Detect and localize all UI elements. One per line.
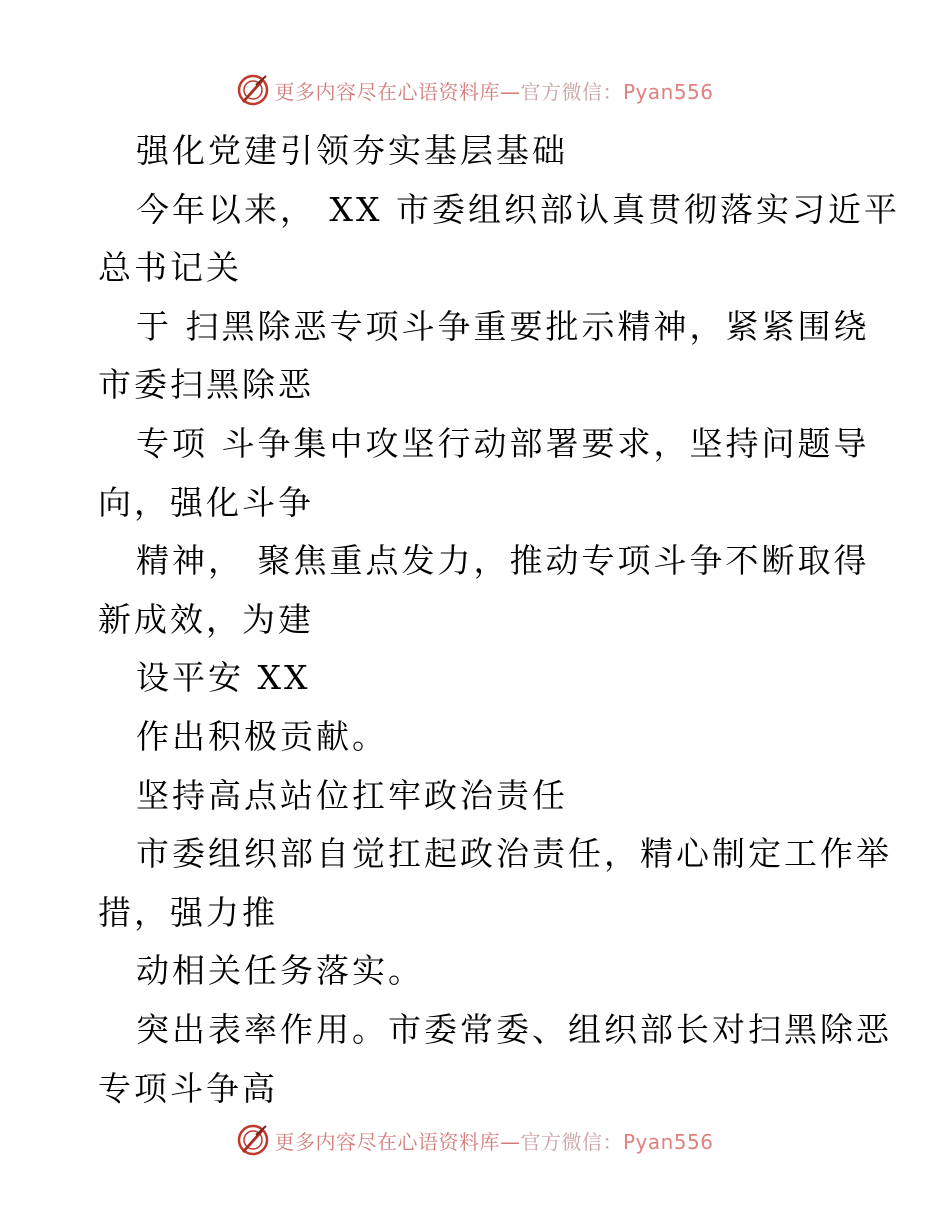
- paragraph-line: 突出表率作用。市委常委、组织部长对扫黑除恶: [136, 1009, 892, 1049]
- watermark-wechat-id: Pyan556: [622, 79, 714, 104]
- quill-seal-icon: [236, 1123, 270, 1157]
- watermark-main: 更多内容尽在心语资料库: [274, 1129, 500, 1154]
- paragraph-line: 市委扫黑除恶: [98, 365, 314, 405]
- header-watermark: [0, 70, 950, 110]
- watermark-dash: —: [499, 1129, 521, 1154]
- paragraph-line: 新成效，为建: [98, 599, 314, 639]
- paragraph-line: 专项斗争高: [98, 1068, 278, 1108]
- paragraph-line: 精神， 聚焦重点发力，推动专项斗争不断取得: [136, 541, 870, 581]
- watermark-wechat-id: Pyan556: [622, 1129, 714, 1154]
- section-heading: 坚持高点站位扛牢政治责任: [136, 775, 568, 815]
- paragraph-line: 总书记关: [98, 248, 242, 288]
- section-heading: 强化党建引领夯实基层基础: [136, 131, 568, 170]
- paragraph-line: 于 扫黑除恶专项斗争重要批示精神，紧紧围绕: [136, 306, 870, 346]
- paragraph-line: 动相关任务落实。: [136, 951, 424, 991]
- watermark-dash: —: [499, 79, 521, 104]
- paragraph-line: 设平安 XX: [136, 658, 311, 698]
- watermark-text: [274, 76, 713, 105]
- watermark-main: 更多内容尽在心语资料库: [274, 79, 500, 104]
- watermark-wechat-label: 官方微信：: [520, 79, 623, 104]
- paragraph-line: 专项 斗争集中攻坚行动部署要求，坚持问题导: [136, 423, 870, 463]
- paragraph-line: 作出积极贡献。: [136, 716, 388, 756]
- watermark-text: [274, 1126, 713, 1155]
- paragraph-line: 向，强化斗争: [98, 482, 314, 522]
- watermark-wechat-label: 官方微信：: [520, 1129, 623, 1154]
- paragraph-line: 市委组织部自觉扛起政治责任，精心制定工作举: [136, 834, 892, 874]
- footer-watermark: [0, 1120, 950, 1160]
- document-body: [98, 122, 900, 1118]
- paragraph-line: 措，强力推: [98, 892, 278, 932]
- paragraph-line: 今年以来， XX 市委组织部认真贯彻落实习近平: [136, 189, 900, 229]
- quill-seal-icon: [236, 73, 270, 107]
